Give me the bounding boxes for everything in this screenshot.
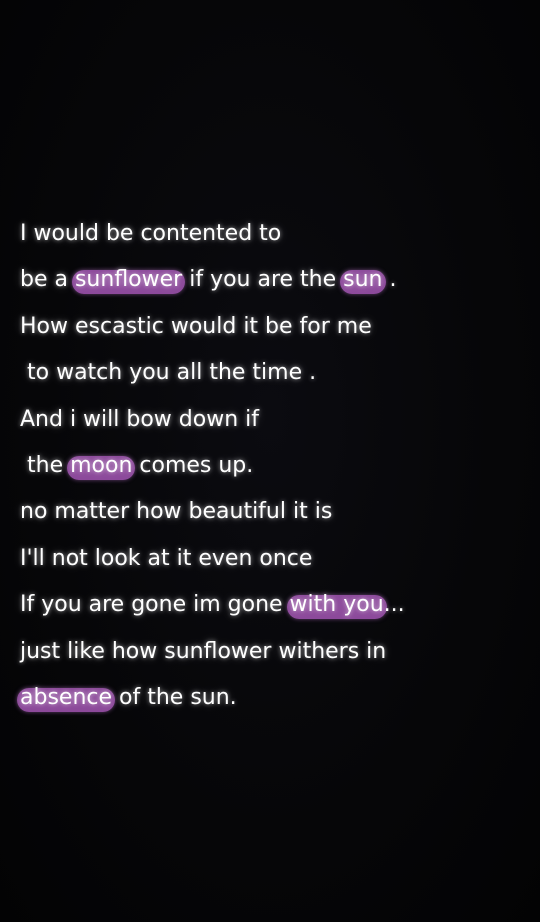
highlighted-word: sunflower — [75, 260, 182, 300]
poem-line-8 — [20, 539, 520, 585]
poem-line-3 — [20, 307, 520, 353]
poem-line-11 — [20, 678, 520, 724]
line-text: I would be contented to — [20, 221, 282, 246]
line-text: comes up. — [132, 452, 254, 478]
poem-line-9 — [20, 585, 520, 631]
poem-text — [20, 214, 520, 724]
line-text: to watch you all the time . — [20, 360, 317, 386]
poem-line-10 — [20, 632, 520, 678]
highlighted-word: moon — [70, 446, 132, 486]
poem-line-4 — [20, 353, 520, 399]
line-text: be a — [20, 267, 75, 293]
line-text: If you are gone im gone — [20, 592, 290, 618]
poem-line-6 — [20, 446, 520, 492]
line-text: if you are the — [182, 267, 344, 293]
line-text: the — [20, 452, 71, 478]
poem-line-5 — [20, 400, 520, 446]
line-text: of the sun. — [112, 684, 237, 710]
line-text: I'll not look at it even once — [20, 545, 313, 571]
poem-line-2 — [20, 260, 520, 306]
poem-line-1 — [20, 214, 520, 260]
line-text: ... — [383, 592, 405, 618]
line-text: . — [382, 267, 397, 293]
line-text: just like how sunflower withers in — [20, 638, 387, 664]
line-text: no matter how beautiful it is — [20, 499, 333, 525]
highlighted-word: sun — [343, 260, 382, 300]
line-text: And i will bow down if — [20, 406, 260, 432]
line-text: How escastic would it be for me — [20, 313, 372, 339]
highlighted-word: absence — [20, 678, 112, 718]
poem-line-7 — [20, 492, 520, 538]
highlighted-word: with you — [290, 585, 384, 625]
